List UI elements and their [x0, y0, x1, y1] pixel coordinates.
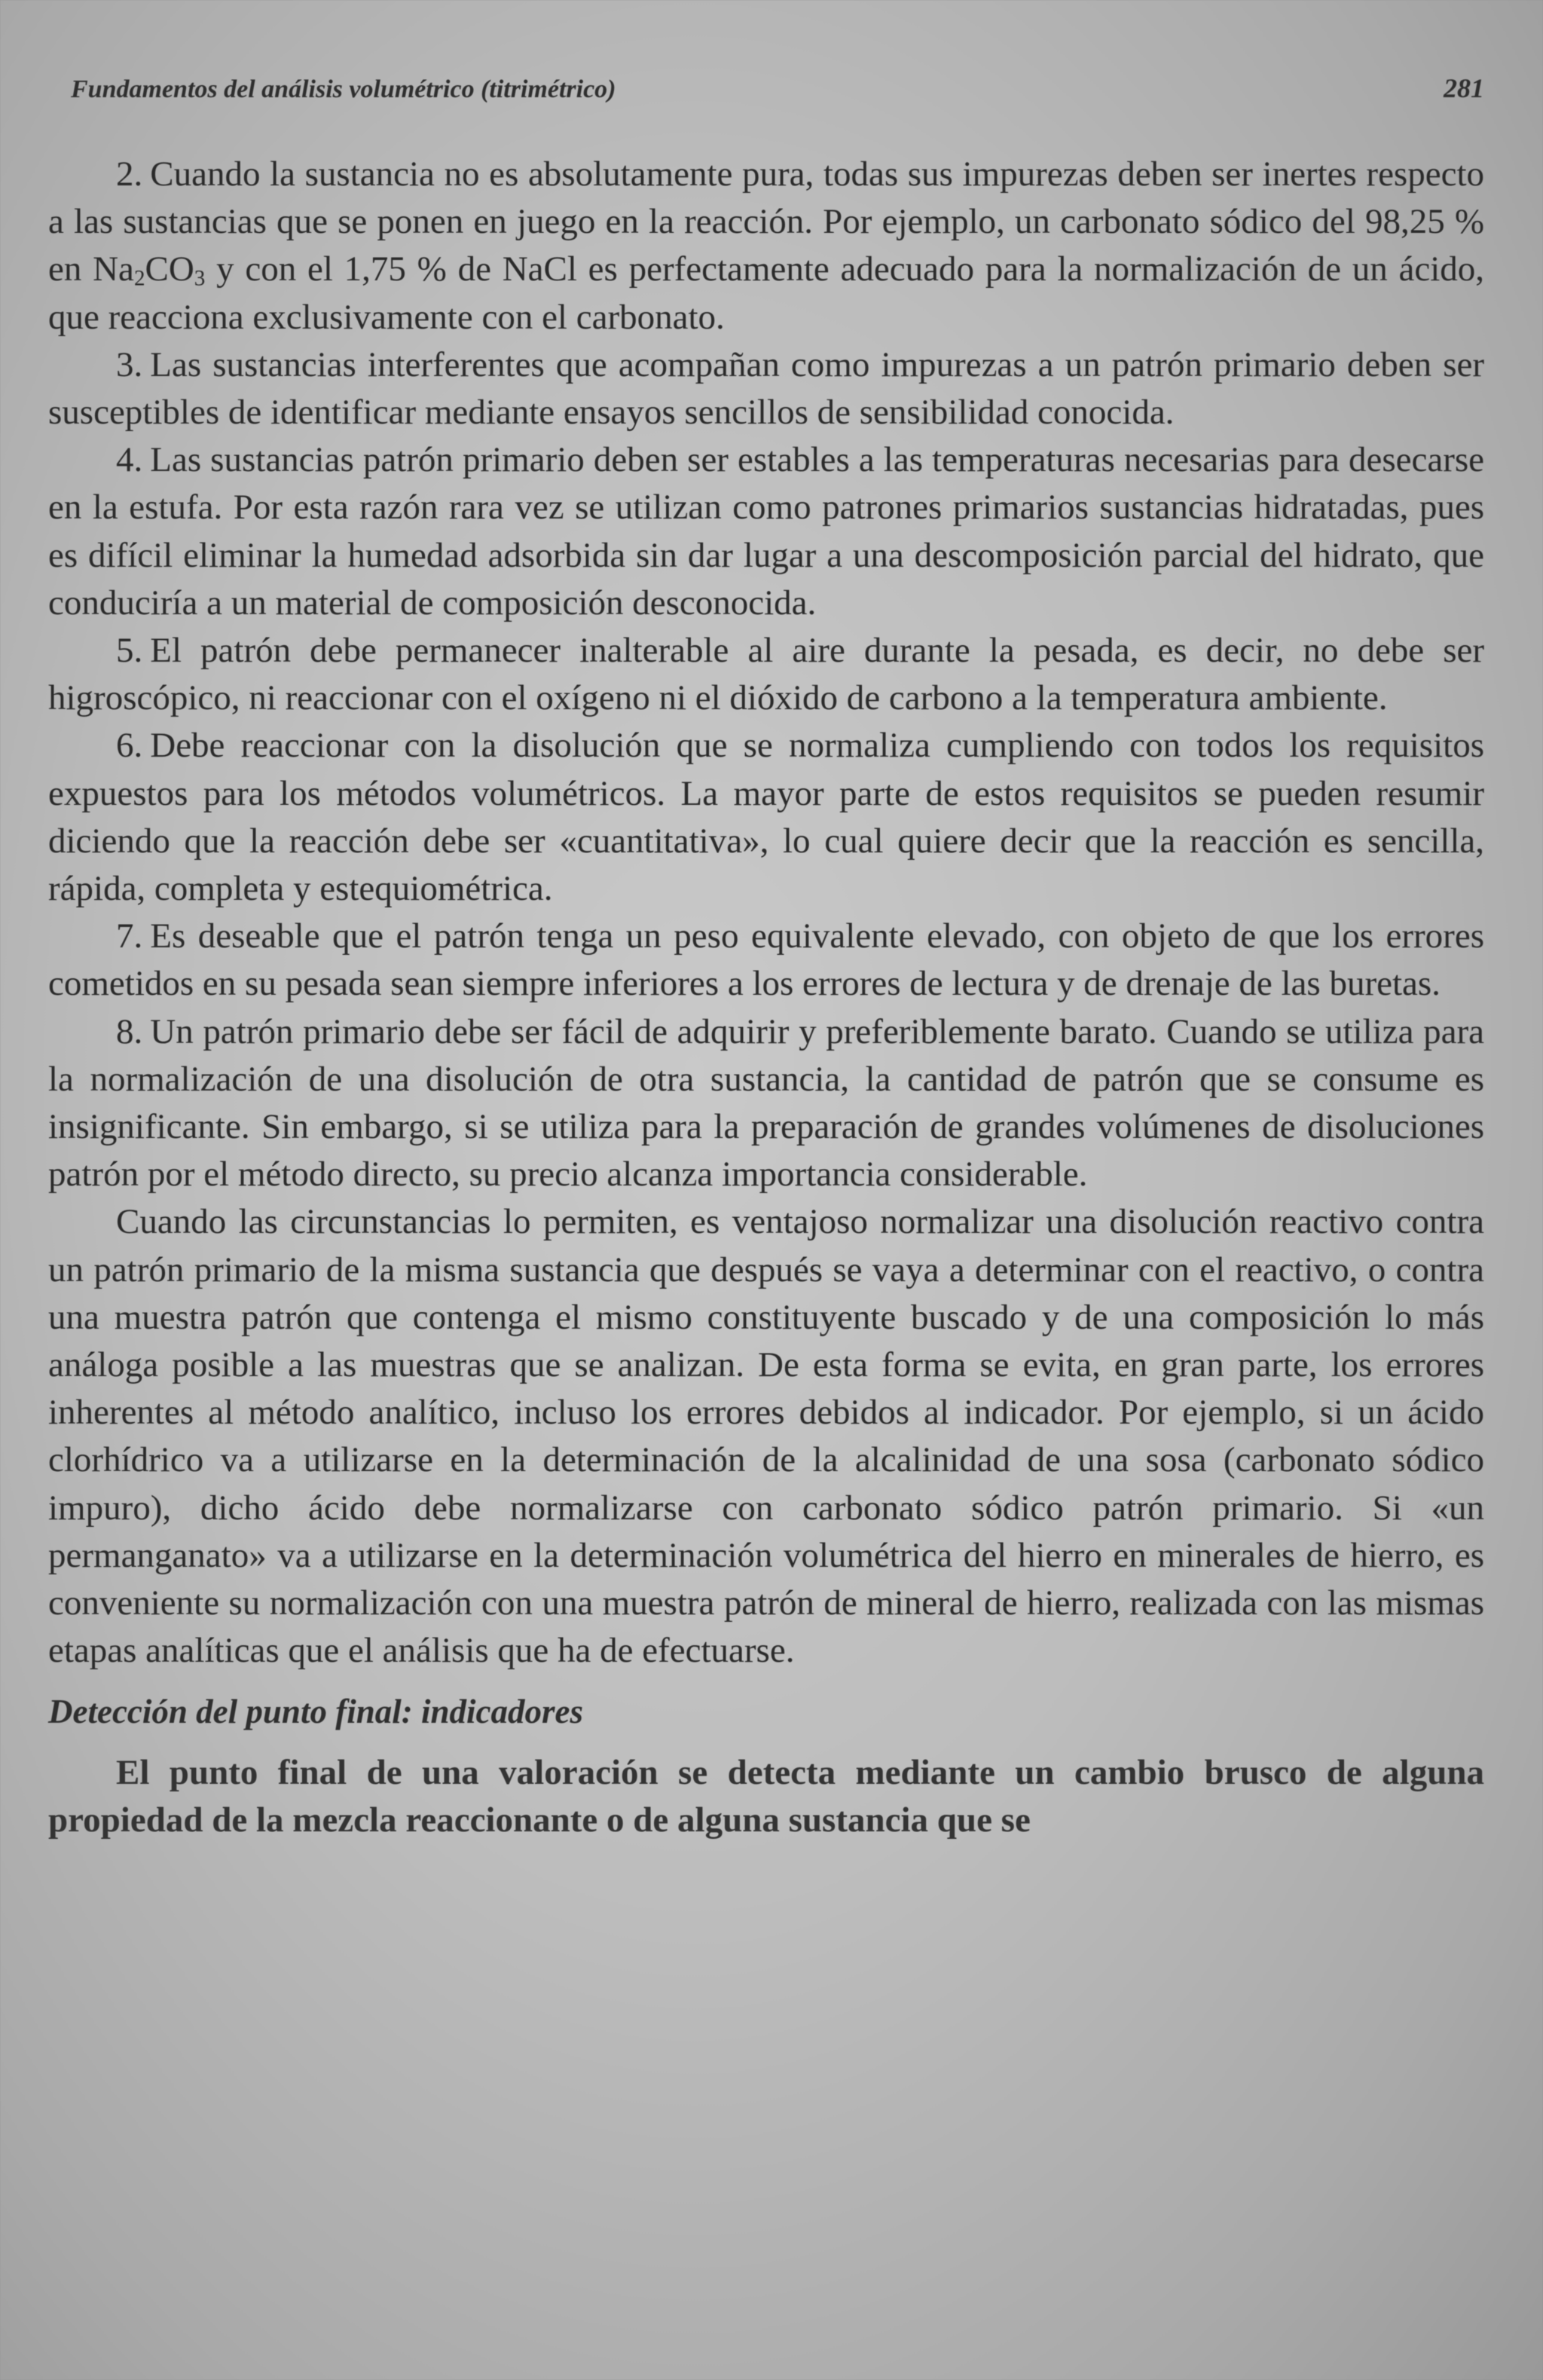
requirement-text: Un patrón primario debe ser fácil de adquirir y preferiblemente barato. Cuando se utiliza para la normalización de una disolución de otra sustancia, la cantidad de patrón que se consume es insignificante. Sin embargo, si se utiliza para la preparación de grandes volúmenes de disoluciones patrón por el método directo, su precio alcanza importancia considerable. [48, 1011, 1484, 1195]
requirement-number: 8. [116, 1011, 143, 1051]
requirement-2 [48, 151, 1484, 341]
requirement-text: Debe reaccionar con la disolución que se normaliza cumpliendo con todos los requisitos expuestos para los métodos volumétricos. La mayor parte de estos requisitos se pueden resumir diciendo que la reacción debe ser «cuantitativa», lo cual quiere decir que la reacción es sencilla, rápida, completa y estequiométrica. [48, 726, 1484, 909]
subscript: 2 [133, 266, 145, 291]
requirement-text: y con el 1,75 % de NaCl es perfectamente adecuado para la normalización de un ácido, que reacciona exclusivamente con el carbonato. [48, 249, 1485, 337]
requirement-number: 5. [116, 631, 143, 671]
requirement-text: Las sustancias patrón primario deben ser estables a las temperaturas necesarias para desecarse en la estufa. Por esta razón rara vez se utilizan como patrones primarios sustancias hidratadas, pues es difícil eliminar la humedad adsorbida sin dar lugar a una descomposición parcial del hidrato, que conduciría a un material de composición desconocida. [48, 440, 1484, 623]
requirement-text: El patrón debe permanecer inalterable al aire durante la pesada, es decir, no debe ser higroscópico, ni reaccionar con el oxígeno ni el dióxido de carbono a la temperatura ambiente. [48, 631, 1484, 718]
subscript: 3 [194, 266, 206, 291]
requirement-3 [48, 341, 1484, 436]
requirement-text: Las sustancias interferentes que acompañan como impurezas a un patrón primario deben ser susceptibles de identificar mediante ensayos sencillos de sensibilidad conocida. [48, 344, 1484, 433]
requirement-6 [48, 722, 1484, 913]
formula-part: CO [145, 249, 194, 289]
running-head: Fundamentos del análisis volumétrico (titrimétrico) [71, 75, 616, 103]
section-heading: Detección del punto final: indicadores [48, 1692, 583, 1730]
requirement-7 [48, 913, 1484, 1008]
requirement-text: Cuando la sustancia no es absolutamente pura, todas sus impurezas deben ser inertes respecto a las sustancias que se ponen en juego en la reacción. Por ejemplo, un carbonato sódico del 98,25 % en Na [48, 154, 1484, 289]
requirement-4 [48, 436, 1484, 627]
requirement-text: Es deseable que el patrón tenga un peso equivalente elevado, con objeto de que los errores cometidos en su pesada sean siempre inferiores a los errores de lectura y de drenaje de las buretas. [48, 916, 1484, 1004]
requirement-number: 6. [116, 726, 143, 766]
requirement-number: 7. [116, 916, 143, 956]
requirement-number: 4. [116, 440, 143, 480]
requirement-8 [48, 1008, 1484, 1199]
closing-paragraph: Cuando las circunstancias lo permiten, es ventajoso normalizar una disolución reactivo contra un patrón primario de la misma sustancia que después se vaya a determinar con el reactivo, o contra una muestra patrón que contenga el mismo constituyente buscado y de una composición lo más análoga posible a las muestras que se analizan. De esta forma se evita, en gran parte, los errores inherentes al método analítico, incluso los errores debidos al indicador. Por ejemplo, si un ácido clorhídrico va a utilizarse en la determinación de la alcalinidad de una sosa (carbonato sódico impuro), dicho ácido debe normalizarse con carbonato sódico patrón primario. Si «un permanganato» va a utilizarse en la determinación volumétrica del hierro en minerales de hierro, es conveniente su normalización con una muestra patrón de mineral de hierro, realizada con las mismas etapas analíticas que el análisis que ha de efectuarse. [48, 1202, 1484, 1671]
page-number: 281 [1444, 73, 1484, 103]
page-header [71, 72, 1484, 124]
requirement-5 [48, 627, 1484, 722]
section-paragraph: El punto final de una valoración se detecta mediante un cambio brusco de alguna propiedad de la mezcla reaccionante o de alguna sustancia que se [48, 1752, 1484, 1840]
requirement-number: 3. [116, 344, 143, 384]
requirement-number: 2. [116, 154, 143, 194]
